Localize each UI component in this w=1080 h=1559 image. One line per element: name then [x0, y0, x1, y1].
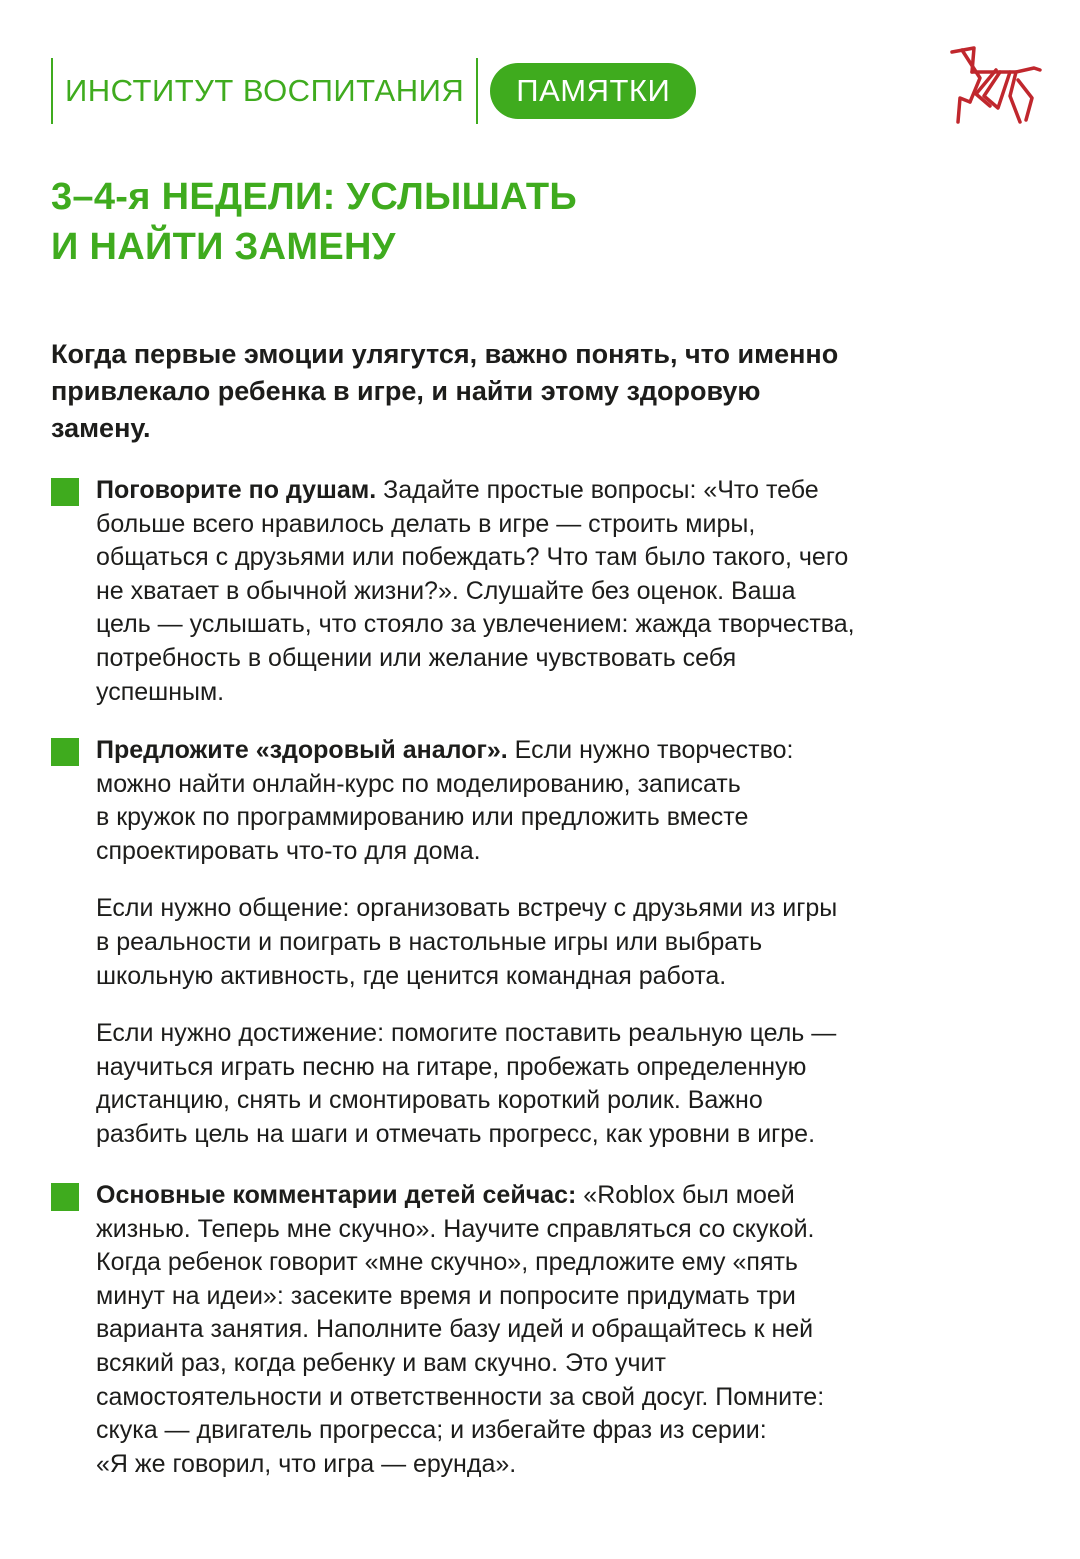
- tip-line: самостоятельности и ответственности за свой досуг. Помните:: [96, 1382, 825, 1411]
- category-badge: ПАМЯТКИ: [490, 63, 696, 119]
- tip-boredom: [51, 1179, 1036, 1481]
- tip-heading: Основные комментарии детей сейчас:: [96, 1181, 577, 1209]
- tip-line: потребность в общении или желание чувствовать себя: [96, 643, 737, 672]
- tip-heading: Поговорите по душам.: [96, 476, 377, 504]
- tip-line: дистанцию, снять и смонтировать короткий ролик. Важно: [96, 1086, 763, 1115]
- tip-line: научиться играть песню на гитаре, пробежать определенную: [96, 1052, 807, 1081]
- bullet-square-icon: [51, 738, 79, 766]
- tip-text: [96, 1179, 1036, 1481]
- tip-line: «Я же говорил, что игра — ерунда».: [96, 1449, 517, 1478]
- tip-line: скука — двигатель прогресса; и избегайте фраз из серии:: [96, 1416, 767, 1445]
- header-divider-right: [476, 58, 478, 124]
- tip-line: Задайте простые вопросы: «Что тебе: [376, 476, 819, 504]
- tip-subparagraph: [96, 1017, 1036, 1151]
- tip-talk: [51, 474, 1036, 709]
- tip-analog: [51, 734, 1036, 1152]
- tip-line: общаться с друзьями или побеждать? Что там было такого, чего: [96, 543, 849, 572]
- header: [51, 58, 696, 124]
- horse-logo-icon: [948, 42, 1042, 126]
- tip-heading: Предложите «здоровый аналог».: [96, 736, 508, 764]
- tip-line: варианта занятия. Наполните базу идей и обращайтесь к ней: [96, 1315, 814, 1344]
- tip-text: [96, 734, 1036, 868]
- tip-line: больше всего нравилось делать в игре — строить миры,: [96, 509, 756, 538]
- lead-line: замену.: [51, 413, 151, 443]
- title-line: И НАЙТИ ЗАМЕНУ: [51, 226, 396, 268]
- bullet-square-icon: [51, 1183, 79, 1211]
- page-title: [51, 172, 577, 272]
- header-divider-left: [51, 58, 53, 124]
- bullet-square-icon: [51, 478, 79, 506]
- tip-line: школьную активность, где ценится командная работа.: [96, 961, 727, 990]
- tip-line: можно найти онлайн-курс по моделированию, записать: [96, 769, 741, 798]
- tip-line: Если нужно общение: организовать встречу с друзьями из игры: [96, 894, 838, 923]
- tip-line: Когда ребенок говорит «мне скучно», предложите ему «пять: [96, 1248, 798, 1277]
- tip-line: всякий раз, когда ребенку и вам скучно. Это учит: [96, 1348, 666, 1377]
- tip-line: Если нужно достижение: помогите поставить реальную цель —: [96, 1019, 837, 1048]
- lead-paragraph: [51, 336, 1031, 447]
- tip-line: жизнью. Теперь мне скучно». Научите справляться со скукой.: [96, 1214, 815, 1243]
- tip-line: Если нужно творчество:: [507, 736, 794, 764]
- tip-line: спроектировать что-то для дома.: [96, 836, 481, 865]
- tip-line: цель — услышать, что стояло за увлечением: жажда творчества,: [96, 610, 855, 639]
- tip-line: не хватает в обычной жизни?». Слушайте без оценок. Ваша: [96, 576, 796, 605]
- tip-line: минут на идеи»: засеките время и попросите придумать три: [96, 1281, 796, 1310]
- org-name: ИНСТИТУТ ВОСПИТАНИЯ: [65, 73, 465, 108]
- tip-line: успешным.: [96, 677, 225, 706]
- tip-line: «Roblox был моей: [576, 1181, 795, 1209]
- title-line: 3–4-я НЕДЕЛИ: УСЛЫШАТЬ: [51, 176, 578, 218]
- tip-line: в кружок по программированию или предложить вместе: [96, 803, 749, 832]
- tip-text: [96, 474, 1036, 709]
- lead-line: Когда первые эмоции улягутся, важно понять, что именно: [51, 339, 839, 369]
- tip-line: в реальности и поиграть в настольные игры или выбрать: [96, 927, 763, 956]
- tip-subparagraph: [96, 892, 1036, 993]
- lead-line: привлекало ребенка в игре, и найти этому здоровую: [51, 376, 761, 406]
- tip-line: разбить цель на шаги и отмечать прогресс, как уровни в игре.: [96, 1119, 816, 1148]
